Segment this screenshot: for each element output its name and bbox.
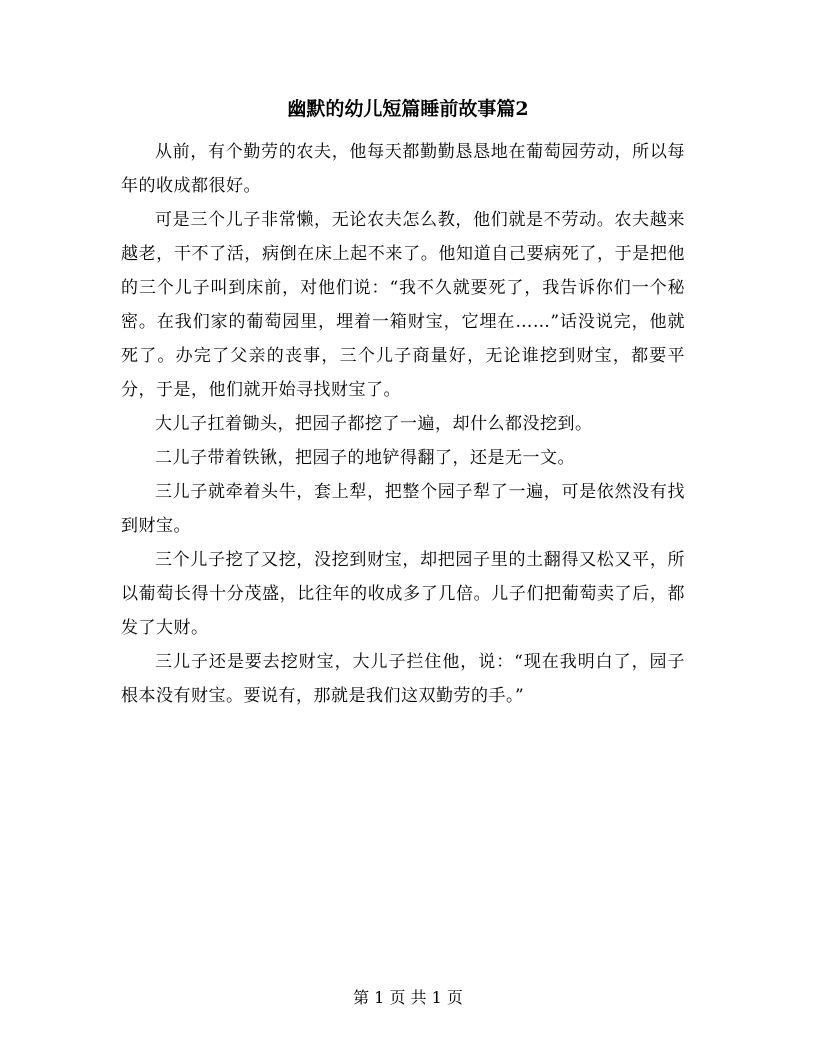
- paragraph-3: 大儿子扛着锄头，把园子都挖了一遍，却什么都没挖到。: [155, 414, 593, 434]
- paragraph-7: 三儿子还是要去挖财宝，大儿子拦住他，说：“现在我明白了，园子根本没有财宝。要说有，那就是我们这双勤劳的手。”: [121, 652, 685, 706]
- document-body: [121, 135, 685, 713]
- paragraph-6: 三个儿子挖了又挖，没挖到财宝，却把园子里的土翻得又松又平，所以葡萄长得十分茂盛，比往年的收成多了几倍。儿子们把葡萄卖了后，都发了大财。: [121, 550, 685, 638]
- paragraph-2: 可是三个儿子非常懒，无论农夫怎么教，他们就是不劳动。农夫越来越老，干不了活，病倒在床上起不来了。他知道自己要病死了，于是把他的三个儿子叫到床前，对他们说：“我不久就要死了，我告诉你们一个秘密。在我们家的葡萄园里，埋着一箱财宝，它埋在……”话没说完，他就死了。办完了父亲的丧事，三个儿子商量好，无论谁挖到财宝，都要平分，于是，他们就开始寻找财宝了。: [121, 210, 685, 400]
- paragraph-4: 二儿子带着铁锹，把园子的地铲得翻了，还是无一文。: [155, 448, 575, 468]
- document-title: 幽默的幼儿短篇睡前故事篇2: [287, 98, 529, 120]
- page-number-label: 第 1 页 共 1 页: [353, 988, 463, 1007]
- page-footer: [0, 987, 816, 1009]
- paragraph-5: 三儿子就牵着头牛，套上犁，把整个园子犁了一遍，可是依然没有找到财宝。: [121, 482, 685, 536]
- paragraph-1: 从前，有个勤劳的农夫，他每天都勤勤恳恳地在葡萄园劳动，所以每年的收成都很好。: [121, 142, 685, 196]
